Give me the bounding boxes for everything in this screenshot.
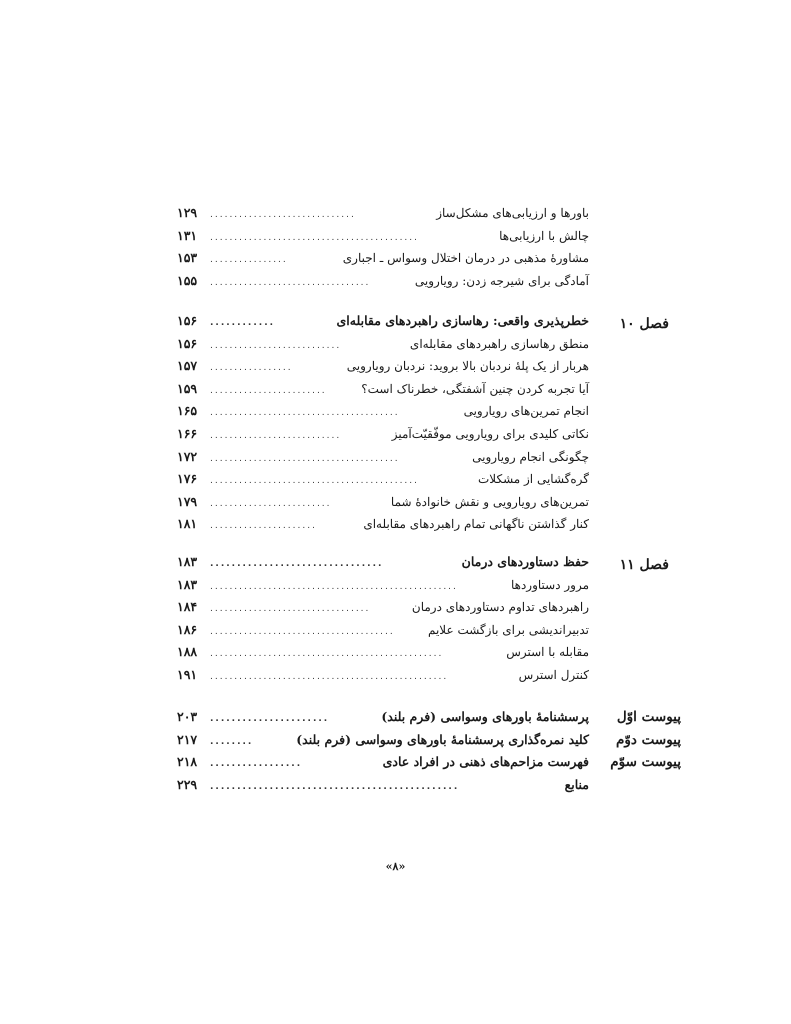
leader-dots: ........................................... xyxy=(210,232,420,243)
page-number: ۱۹۱ xyxy=(177,666,198,682)
leader-dots: ........ xyxy=(210,736,254,747)
page-number: ۲۱۷ xyxy=(177,731,198,747)
entry-title: مشاورهٔ مذهبی در درمان اختلال وسواس ـ اجباری xyxy=(342,251,589,266)
page-number: ۱۷۹ xyxy=(177,493,198,509)
leader-dots: .............................................. xyxy=(210,781,460,792)
leader-dots: ................. xyxy=(210,759,303,770)
appendix-entry[interactable] xyxy=(177,706,589,729)
leader-dots: ...................... xyxy=(210,521,317,532)
page-number: ۱۵۶ xyxy=(177,313,198,328)
chapter-label: فصل ۱۰ xyxy=(619,316,669,332)
toc-entry[interactable] xyxy=(177,247,589,270)
toc-entry[interactable] xyxy=(177,355,589,378)
toc-entry[interactable] xyxy=(177,400,589,423)
appendix-entry[interactable] xyxy=(177,751,589,774)
toc-section-appendices xyxy=(177,706,681,796)
leader-dots: ........................ xyxy=(210,385,327,396)
toc-entry[interactable] xyxy=(177,202,589,225)
leader-dots: ...................... xyxy=(210,714,330,724)
toc-section-chapter-11 xyxy=(177,551,669,687)
entry-title: هربار از یک پلهٔ نردبان بالا بروید: نردبان رویارویی xyxy=(346,359,589,374)
heading-title: حفظ دستاوردهای درمان xyxy=(461,554,589,569)
leader-dots: ................................. xyxy=(210,604,371,615)
toc-entry[interactable] xyxy=(177,378,589,401)
entry-title: کنترل استرس xyxy=(518,667,589,682)
entry-title: منابع xyxy=(564,776,589,792)
entry-title: مقابله با استرس xyxy=(506,645,589,660)
toc-entry[interactable] xyxy=(177,270,589,293)
appendix-label xyxy=(597,774,681,797)
references-entry[interactable] xyxy=(177,774,589,797)
chapter-heading[interactable] xyxy=(177,310,589,333)
entry-title: آمادگی برای شیرجه زدن: رویارویی xyxy=(414,273,589,288)
appendix-entry[interactable] xyxy=(177,729,589,752)
entry-title: آیا تجربه کردن چنین آشفتگی، خطرناک است؟ xyxy=(361,381,589,396)
leader-dots: ....................................... xyxy=(210,453,400,464)
page-number: ۱۸۳ xyxy=(177,576,198,592)
appendix-labels xyxy=(597,706,681,796)
toc-entry[interactable] xyxy=(177,491,589,514)
leader-dots: ...................................... xyxy=(210,626,395,637)
toc-entry[interactable] xyxy=(177,574,589,597)
leader-dots: ................................. xyxy=(210,277,371,288)
appendix-label: پیوست سوّم xyxy=(610,754,681,771)
toc-entry[interactable] xyxy=(177,468,589,491)
leader-dots: ................................................ xyxy=(210,649,444,660)
toc-entry[interactable] xyxy=(177,619,589,642)
toc-entry[interactable] xyxy=(177,423,589,446)
toc-section-chapter-10 xyxy=(177,310,669,536)
entry-title: انجام تمرین‌های رویارویی xyxy=(463,404,589,419)
leader-dots: ........................... xyxy=(210,340,342,351)
page-number: ۱۵۹ xyxy=(177,380,198,396)
toc-entry[interactable] xyxy=(177,596,589,619)
toc-entry[interactable] xyxy=(177,641,589,664)
entry-title: گره‌گشایی از مشکلات xyxy=(477,472,589,487)
entry-title: راهبردهای تداوم دستاوردهای درمان xyxy=(411,600,589,615)
toc-entry[interactable] xyxy=(177,664,589,687)
page-number: ۱۵۳ xyxy=(177,250,198,266)
entry-title: مرور دستاوردها xyxy=(510,577,589,592)
leader-dots: ............ xyxy=(210,318,276,328)
page-number: ۱۸۳ xyxy=(177,554,198,569)
leader-dots: ....................................... xyxy=(210,408,400,419)
entry-title: چگونگی انجام رویارویی xyxy=(472,449,589,464)
leader-dots: ................................ xyxy=(210,559,384,569)
page-number: ۱۳۱ xyxy=(177,227,198,243)
page-number: ۱۶۶ xyxy=(177,425,198,441)
entry-title: منطق رهاسازی راهبردهای مقابله‌ای xyxy=(409,336,589,351)
page-number: ۱۲۹ xyxy=(177,205,198,220)
leader-dots: .............................. xyxy=(210,210,356,220)
page-number: ۲۰۳ xyxy=(177,709,198,724)
page-number: ۱۸۶ xyxy=(177,621,198,637)
page-number: ۱۸۸ xyxy=(177,644,198,660)
toc-entry[interactable] xyxy=(177,333,589,356)
toc-entry[interactable] xyxy=(177,446,589,469)
appendix-label: پیوست اوّل xyxy=(616,709,681,725)
entry-title: تدبیراندیشی برای بازگشت علایم xyxy=(427,622,589,637)
page-number: ۱۵۵ xyxy=(177,272,198,288)
heading-title: خطرپذیری واقعی: رهاسازی راهبردهای مقابله‌ای xyxy=(336,313,589,328)
leader-dots: ......................... xyxy=(210,498,332,509)
entry-title: کلید نمره‌گذاری پرسشنامهٔ باورهای وسواسی (فرم بلند) xyxy=(296,731,589,747)
entry-title: فهرست مزاحم‌های ذهنی در افراد عادی xyxy=(382,754,589,770)
toc-entry[interactable] xyxy=(177,225,589,248)
entry-title: چالش با ارزیابی‌ها xyxy=(499,228,589,243)
page-number: ۱۵۷ xyxy=(177,358,198,374)
chapter-label: فصل ۱۱ xyxy=(619,557,669,573)
entry-title: کنار گذاشتن ناگهانی تمام راهبردهای مقابله‌ای xyxy=(363,517,589,532)
toc-entry[interactable] xyxy=(177,513,589,536)
leader-dots: ........................... xyxy=(210,430,342,441)
chapter-heading[interactable] xyxy=(177,551,589,574)
page-number: ۱۸۱ xyxy=(177,516,198,532)
page-number: ۱۶۵ xyxy=(177,403,198,419)
leader-dots: ................ xyxy=(210,255,288,266)
leader-dots: ................................................... xyxy=(210,581,458,592)
entry-title: تمرین‌های رویارویی و نقش خانوادهٔ شما xyxy=(390,494,589,509)
page-number: ۲۱۸ xyxy=(177,754,198,770)
folio-page-number: «۸» xyxy=(385,860,406,873)
page-number: ۱۷۶ xyxy=(177,471,198,487)
page-number: ۲۲۹ xyxy=(177,776,198,792)
leader-dots: ........................................... xyxy=(210,476,420,487)
leader-dots: ................. xyxy=(210,363,293,374)
toc-section-intro xyxy=(177,202,589,292)
entry-title: نکاتی کلیدی برای رویارویی موفّقیّت‌آمیز xyxy=(391,426,589,441)
entry-title: باورها و ارزیابی‌های مشکل‌ساز xyxy=(436,206,589,220)
page-number: ۱۵۶ xyxy=(177,335,198,351)
leader-dots: ................................................. xyxy=(210,671,449,682)
entry-title: پرسشنامهٔ باورهای وسواسی (فرم بلند) xyxy=(381,709,589,724)
page-number: ۱۸۴ xyxy=(177,599,198,615)
page-number: ۱۷۲ xyxy=(177,448,198,464)
appendix-label: پیوست دوّم xyxy=(616,731,681,748)
